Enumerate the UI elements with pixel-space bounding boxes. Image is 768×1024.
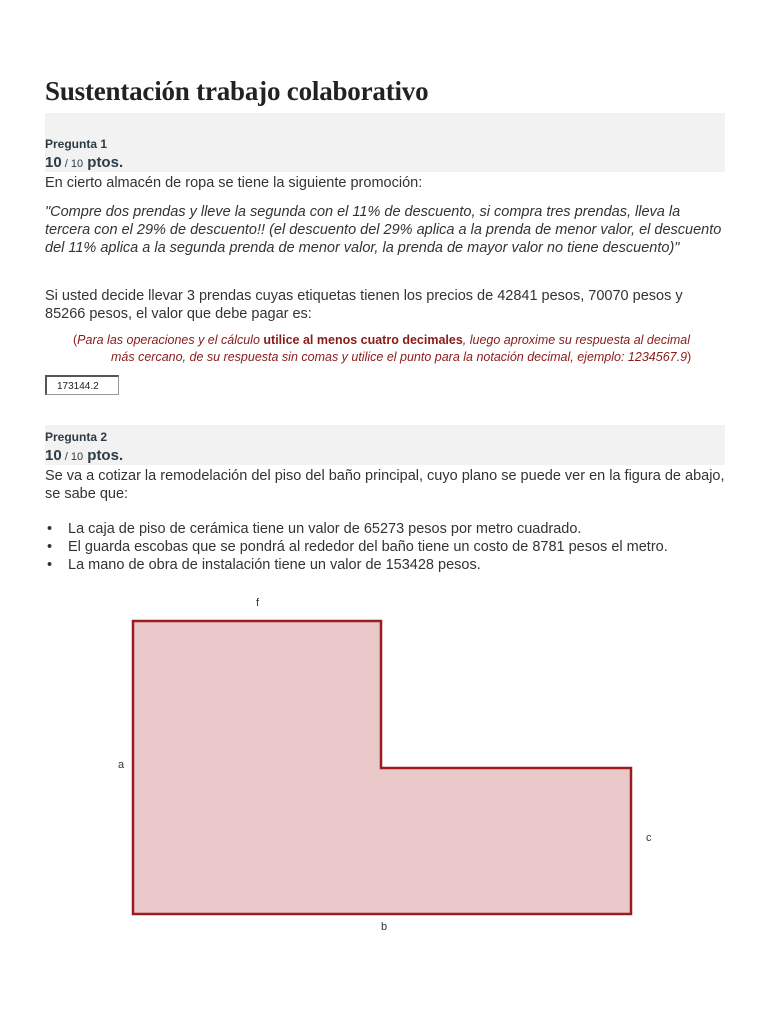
floor-plan-shape — [133, 621, 631, 914]
question-1-instructions: (Para las operaciones y el cálculo utilice al menos cuatro decimales, luego aproxime su respuesta al decimal más cercano, de su respuesta sin comas y utilice el punto para la notación decimal, ejemplo: 1234567.9) — [73, 333, 692, 364]
question-2-conditions-list — [45, 520, 725, 574]
label-f: f — [256, 597, 260, 609]
list-item: • La caja de piso de cerámica tiene un valor de 65273 pesos por metro cuadrado. — [47, 521, 582, 537]
label-c: c — [646, 832, 652, 844]
label-a: a — [118, 759, 125, 771]
label-b: b — [381, 921, 388, 933]
question-2-score: 10 / 10 ptos. — [45, 447, 124, 464]
question-1-prompt: Si usted decide llevar 3 prendas cuyas etiquetas tienen los precios de 42841 pesos, 70070 pesos y 85266 pesos, el valor que debe pagar es: — [45, 288, 683, 322]
floor-plan-diagram — [100, 590, 680, 950]
question-2-header — [45, 425, 725, 465]
question-1-score: 10 / 10 ptos. — [45, 154, 124, 171]
page-title: Sustentación trabajo colaborativo — [45, 76, 429, 106]
list-item: • El guarda escobas que se pondrá al rededor del baño tiene un costo de 8781 pesos el metro. — [47, 539, 668, 555]
question-1-label: Pregunta 1 — [45, 137, 108, 151]
question-2-label: Pregunta 2 — [45, 430, 108, 444]
question-1-quote: "Compre dos prendas y lleve la segunda con el 11% de descuento, si compra tres prendas, lleva la tercera con el 29% de descuento!! (el descuento del 29% aplica a la prenda de menor valor, el descuento del 11% aplica a la segunda prenda de menor valor, la prenda de mayor valor no tiene descuento)" — [45, 204, 722, 256]
question-1-header — [45, 113, 725, 172]
question-1-intro: En cierto almacén de ropa se tiene la siguiente promoción: — [45, 175, 423, 191]
question-2-intro: Se va a cotizar la remodelación del piso del baño principal, cuyo plano se puede ver en la figura de abajo, se sabe que: — [45, 468, 725, 502]
question-1-answer-field[interactable]: 173144.2 — [45, 375, 119, 395]
list-item: • La mano de obra de instalación tiene un valor de 153428 pesos. — [47, 557, 481, 573]
